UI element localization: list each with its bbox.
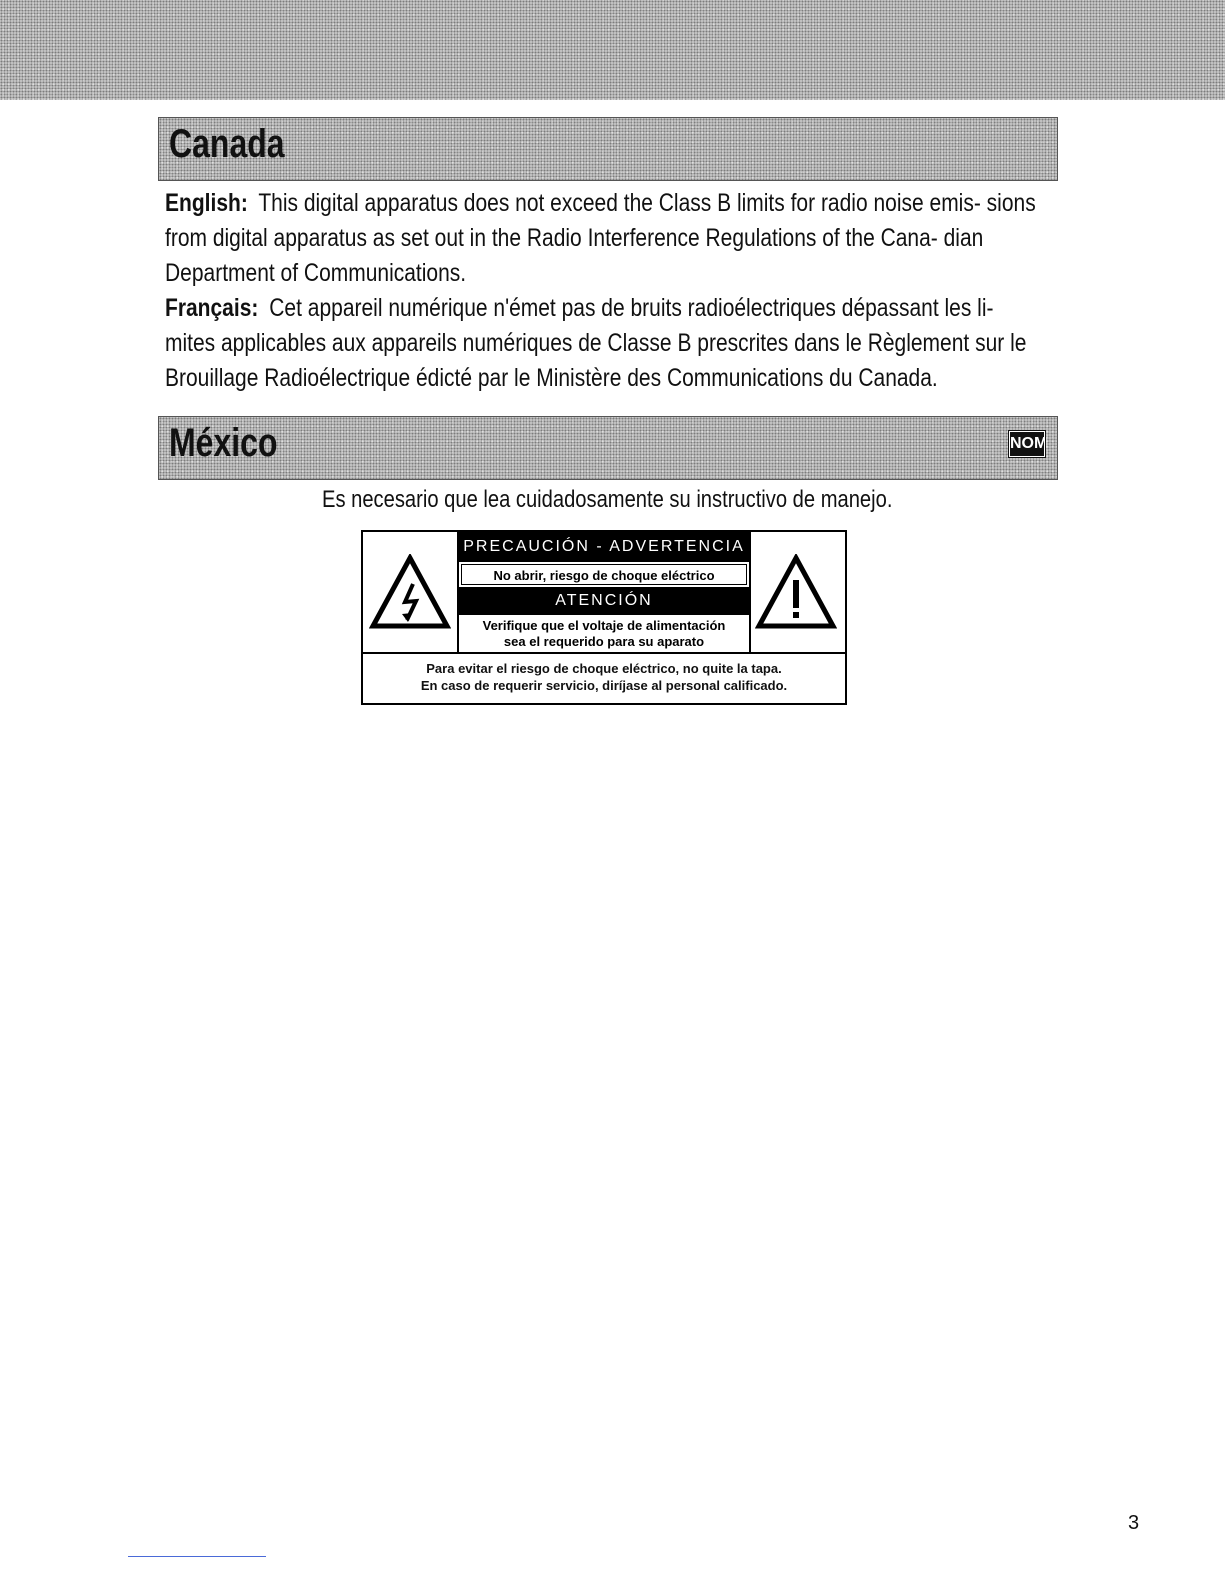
french-paragraph (165, 291, 1047, 396)
verifique-line: Verifique que el voltaje de alimentación (461, 618, 747, 634)
sea-line: sea el requerido para su aparato (461, 634, 747, 650)
precaucion-strip: PRECAUCIÓN - ADVERTENCIA (459, 532, 749, 562)
nom-badge: NOM (1009, 431, 1045, 457)
page-number: 3 (1128, 1512, 1140, 1534)
section-header-mexico (158, 416, 1058, 480)
warning-label-center (457, 532, 751, 652)
evitar-line: Para evitar el riesgo de choque eléctrico, no quite la tapa. (426, 661, 782, 676)
warning-label-lower (363, 652, 845, 703)
lightning-warning-icon (369, 554, 451, 630)
header-halftone-band (0, 0, 1225, 100)
exclamation-warning-icon (755, 554, 837, 630)
french-text: Cet appareil numérique n'émet pas de bruits radioélectriques dépassant les li- mites applicables aux appareils numériques de Classe B prescrites dans le Règlement sur le Brouillage Radioélectrique édicté par le Ministère des Communications du Canada. (165, 294, 1027, 392)
english-text: This digital apparatus does not exceed the Class B limits for radio noise emis- sions from digital apparatus as set out in the Radio Interference Regulations of the Cana- dian Department of Communications. (165, 189, 1036, 287)
bottom-rule (128, 1556, 266, 1557)
section-title-mexico: México (169, 421, 278, 465)
french-label: Français: (165, 294, 259, 322)
section-title-canada: Canada (169, 122, 285, 166)
english-paragraph (165, 186, 1047, 291)
no-abrir-line: No abrir, riesgo de choque eléctrico (461, 564, 747, 585)
warning-label-upper (363, 532, 845, 652)
warning-label (361, 530, 847, 705)
atencion-strip: ATENCIÓN (459, 587, 749, 615)
english-label: English: (165, 189, 248, 217)
mexico-instruction: Es necesario que lea cuidadosamente su instructivo de manejo. (322, 486, 893, 513)
section-header-canada (158, 117, 1058, 181)
servicio-line: En caso de requerir servicio, diríjase al personal calificado. (420, 678, 788, 693)
